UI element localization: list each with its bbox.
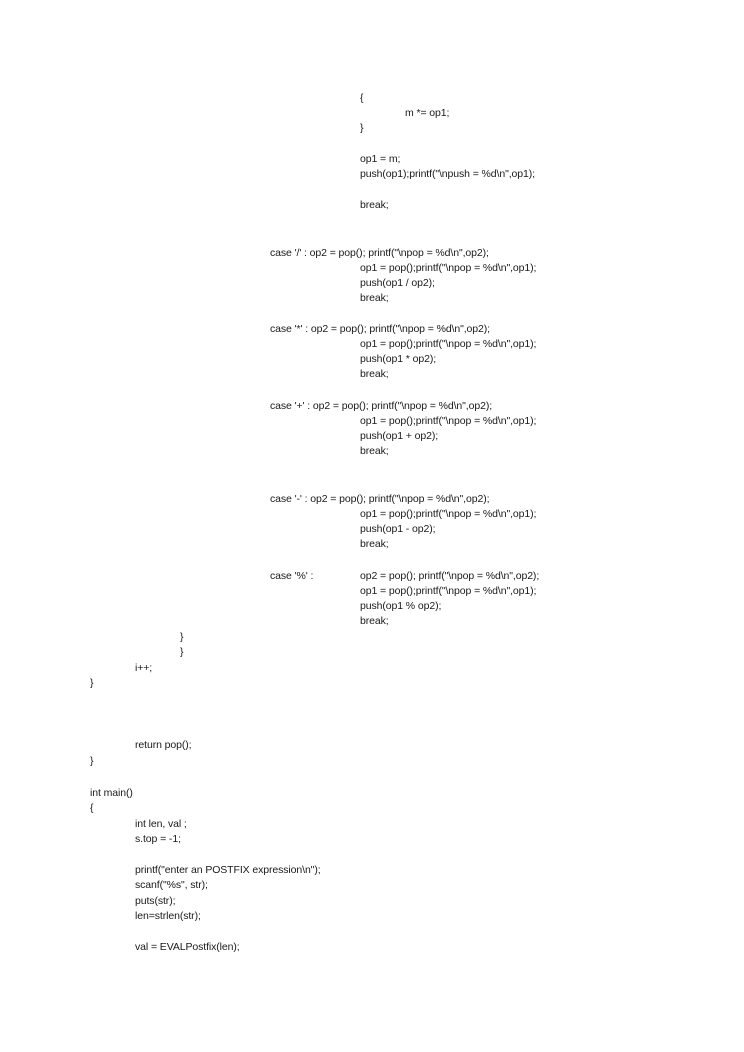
code-line: op1 = pop();printf("\npop = %d\n",op1); bbox=[360, 508, 537, 520]
code-line: push(op1);printf("\npush = %d\n",op1); bbox=[360, 168, 535, 180]
code-line: { bbox=[360, 92, 364, 104]
code-line: puts(str); bbox=[135, 895, 176, 907]
code-line: push(op1 - op2); bbox=[360, 523, 436, 535]
code-line: int len, val ; bbox=[135, 818, 187, 830]
code-line: } bbox=[180, 646, 184, 658]
code-line: case '/' : op2 = pop(); printf("\npop = %d\n",op2); bbox=[270, 247, 489, 259]
code-line: } bbox=[360, 122, 364, 134]
code-line: push(op1 % op2); bbox=[360, 600, 442, 612]
code-line: i++; bbox=[135, 662, 153, 674]
code-line: return pop(); bbox=[135, 739, 192, 751]
code-line: printf("enter an POSTFIX expression\n"); bbox=[135, 864, 321, 876]
code-line: op1 = m; bbox=[360, 153, 401, 165]
code-line: break; bbox=[360, 538, 389, 550]
code-line: break; bbox=[360, 445, 389, 457]
code-line: case '*' : op2 = pop(); printf("\npop = %d\n",op2); bbox=[270, 323, 490, 335]
code-line: m *= op1; bbox=[405, 107, 450, 119]
code-line: } bbox=[90, 677, 94, 689]
code-line: op1 = pop();printf("\npop = %d\n",op1); bbox=[360, 415, 537, 427]
code-line: case '+' : op2 = pop(); printf("\npop = %d\n",op2); bbox=[270, 400, 493, 412]
code-line: case '%' : bbox=[270, 570, 314, 582]
code-line: int main() bbox=[90, 787, 133, 799]
code-line: scanf("%s", str); bbox=[135, 879, 208, 891]
code-line: op2 = pop(); printf("\npop = %d\n",op2); bbox=[360, 570, 540, 582]
code-line: push(op1 / op2); bbox=[360, 277, 435, 289]
code-line: push(op1 + op2); bbox=[360, 430, 439, 442]
code-line: { bbox=[90, 802, 94, 814]
code-line: break; bbox=[360, 199, 389, 211]
code-line: op1 = pop();printf("\npop = %d\n",op1); bbox=[360, 585, 537, 597]
code-line: case '-' : op2 = pop(); printf("\npop = %d\n",op2); bbox=[270, 493, 490, 505]
code-line: } bbox=[180, 631, 184, 643]
code-line: push(op1 * op2); bbox=[360, 353, 437, 365]
code-line: break; bbox=[360, 292, 389, 304]
code-line: len=strlen(str); bbox=[135, 910, 201, 922]
code-line: op1 = pop();printf("\npop = %d\n",op1); bbox=[360, 262, 537, 274]
code-line: val = EVALPostfix(len); bbox=[135, 941, 240, 953]
code-line: s.top = -1; bbox=[135, 833, 181, 845]
code-line: break; bbox=[360, 615, 389, 627]
code-line: op1 = pop();printf("\npop = %d\n",op1); bbox=[360, 338, 537, 350]
code-line: break; bbox=[360, 368, 389, 380]
code-line: } bbox=[90, 755, 94, 767]
